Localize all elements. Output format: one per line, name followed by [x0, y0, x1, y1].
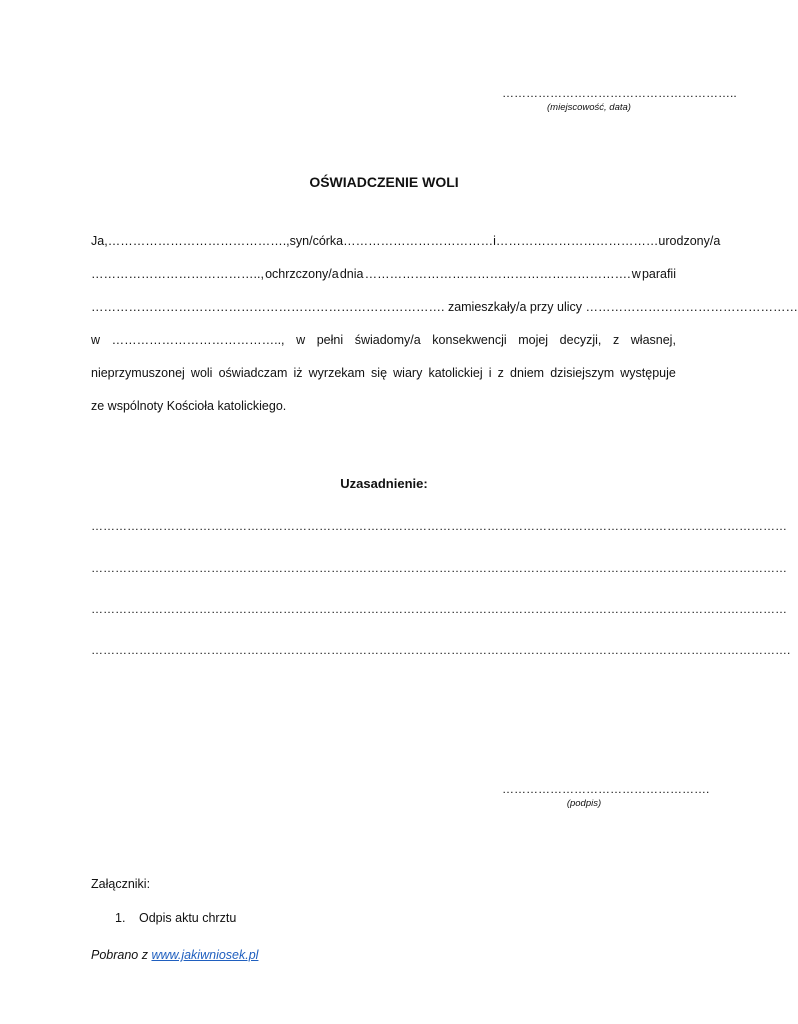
- declaration-word: konsekwencji: [432, 333, 507, 347]
- declaration-word: iż: [293, 366, 303, 380]
- place-date-line: …………………………………………………..: [502, 86, 737, 100]
- declaration-word: ochrzczony/a: [265, 267, 339, 281]
- declaration-line-1: [91, 234, 721, 248]
- justification-line-2: …………………………………………………………………………………………………………………………………………………………: [91, 561, 787, 575]
- declaration-word: pełni: [316, 333, 344, 347]
- attachments-heading: Załączniki:: [91, 877, 151, 891]
- declaration-word: w: [631, 267, 641, 281]
- declaration-word: ………………………………: [343, 234, 494, 248]
- declaration-word: …………………………………………………………………………. zamieszkały/a przy ulicy ……………………………………………: [91, 300, 798, 314]
- declaration-word: w: [296, 333, 306, 347]
- declaration-line-3: [91, 300, 798, 314]
- declaration-word: oświadczam: [218, 366, 288, 380]
- declaration-word: i: [493, 234, 496, 248]
- declaration-word: …………………………………..,: [111, 333, 285, 347]
- declaration-word: katolickiej: [428, 366, 483, 380]
- declaration-word: mojej: [518, 333, 549, 347]
- declaration-word: dzisiejszym: [550, 366, 615, 380]
- justification-line-3: …………………………………………………………………………………………………………………………………………………………: [91, 602, 787, 616]
- footer-source: [91, 948, 258, 962]
- declaration-line-2: [91, 267, 676, 281]
- declaration-word: dnia: [339, 267, 364, 281]
- justification-line-4: ………………………………………………………………………………………………………………………………………………………….: [91, 643, 791, 657]
- declaration-word: …………………………………….,: [107, 234, 290, 248]
- declaration-word: …………………………………..,: [91, 267, 264, 281]
- declaration-word: nieprzymuszonej: [91, 366, 185, 380]
- justification-heading: Uzasadnienie:: [340, 476, 428, 491]
- declaration-word: Ja,: [91, 234, 108, 248]
- declaration-word: …………………………………: [495, 234, 659, 248]
- declaration-word: z: [612, 333, 620, 347]
- declaration-word: wiary: [393, 366, 423, 380]
- declaration-word: parafii: [641, 267, 676, 281]
- declaration-word: z: [497, 366, 504, 380]
- declaration-word: wyrzekam: [308, 366, 365, 380]
- declaration-word: dniem: [510, 366, 545, 380]
- declaration-line-4: [91, 333, 676, 347]
- attachment-item-number: 1.: [115, 911, 126, 925]
- justification-line-1: …………………………………………………………………………………………………………………………………………………………: [91, 519, 787, 533]
- declaration-word: woli: [190, 366, 213, 380]
- place-date-caption: (miejscowość, data): [547, 102, 631, 113]
- declaration-word: własnej,: [630, 333, 676, 347]
- declaration-word: ……………………………………………………….: [364, 267, 631, 281]
- declaration-word: występuje: [620, 366, 676, 380]
- declaration-word: syn/córka: [289, 234, 344, 248]
- document-title: OŚWIADCZENIE WOLI: [309, 174, 459, 190]
- declaration-line-5: [91, 366, 676, 380]
- footer-prefix: Pobrano z: [91, 948, 152, 962]
- signature-caption: (podpis): [566, 798, 602, 809]
- declaration-word: się: [371, 366, 388, 380]
- attachment-item-label: Odpis aktu chrztu: [139, 911, 237, 925]
- declaration-word: i: [488, 366, 492, 380]
- footer-link[interactable]: www.jakiwniosek.pl: [151, 948, 259, 962]
- declaration-word: świadomy/a: [354, 333, 421, 347]
- declaration-word: w: [91, 333, 101, 347]
- declaration-line-6: ze wspólnoty Kościoła katolickiego.: [91, 399, 287, 413]
- declaration-word: urodzony/a: [658, 234, 721, 248]
- declaration-word: decyzji,: [559, 333, 602, 347]
- signature-line: …………………………………………….: [502, 782, 710, 796]
